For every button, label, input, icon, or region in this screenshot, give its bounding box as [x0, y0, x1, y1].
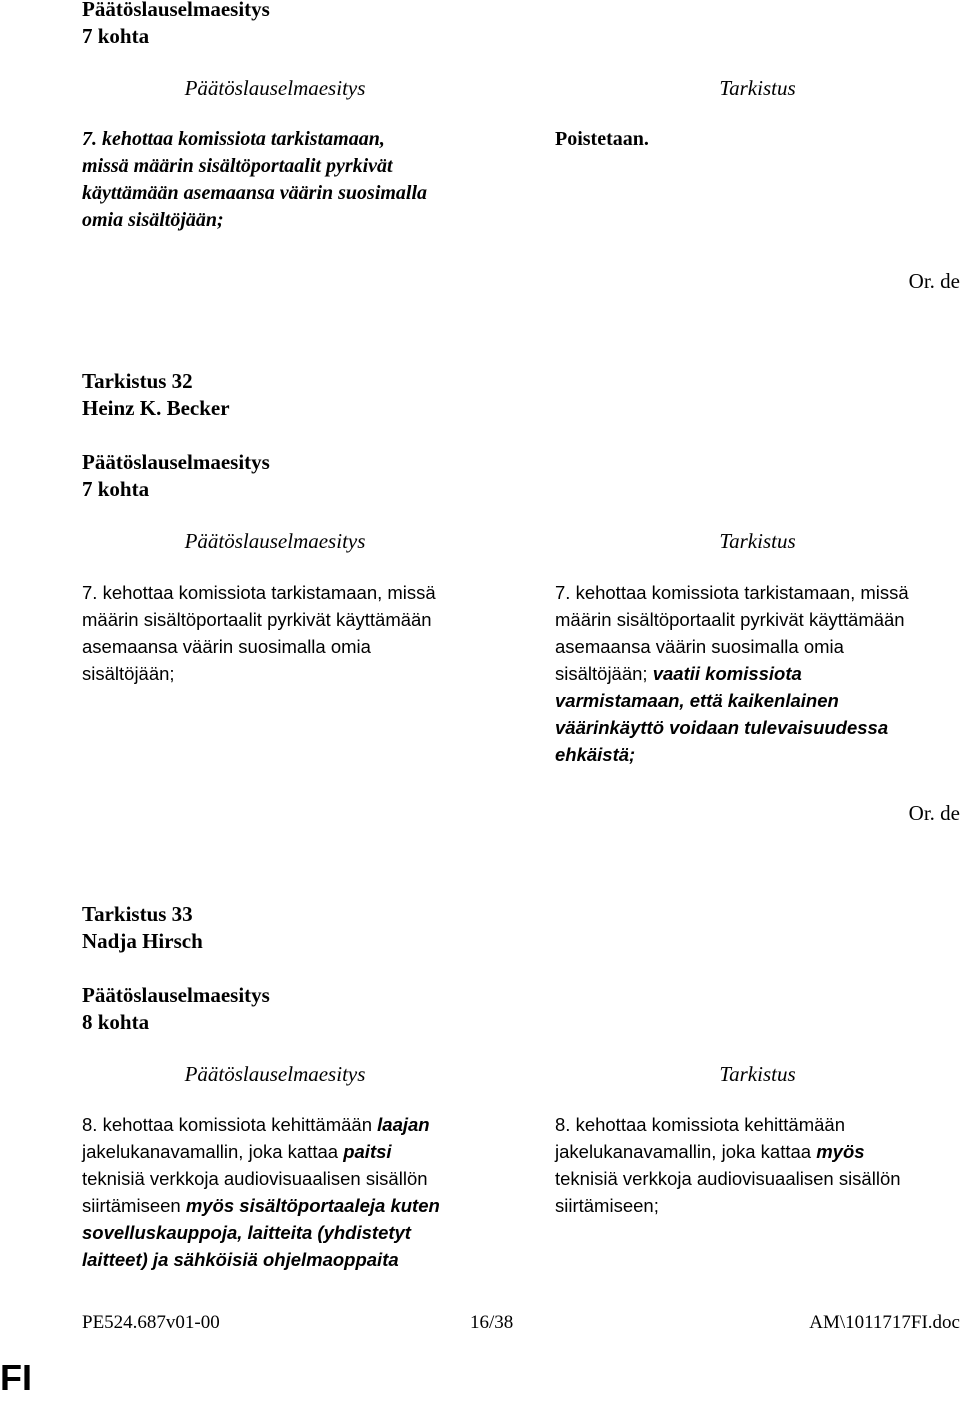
footer-language-code: FI	[0, 1357, 32, 1398]
header-point: 7 kohta	[82, 477, 150, 501]
header-title: Päätöslauselmaesitys	[82, 0, 270, 21]
text-plain: jakelukanavamallin, joka kattaa	[555, 1141, 817, 1162]
text-plain: siirtämiseen	[82, 1195, 186, 1216]
text-amended: myös sisältöportaaleja kuten	[185, 1195, 440, 1216]
text-line	[82, 1192, 440, 1219]
text-amended: laitteet) ja sähköisiä ohjelmaoppaita	[82, 1249, 399, 1270]
left-text	[82, 126, 427, 234]
text-amended: laajan	[377, 1114, 430, 1135]
text-line: määrin sisältöportaalit pyrkivät käyttämään	[82, 609, 432, 630]
text-amended: väärinkäyttö voidaan tulevaisuudessa	[555, 717, 889, 738]
text-line	[555, 1138, 901, 1165]
text-line: asemaansa väärin suosimalla omia	[82, 636, 371, 657]
text-line: omia sisältöjään;	[82, 209, 224, 231]
left-text	[82, 579, 436, 687]
text-amended: vaatii komissiota	[652, 663, 802, 684]
text-line: käyttämään asemaansa väärin suosimalla	[82, 182, 428, 204]
text-line: määrin sisältöportaalit pyrkivät käyttämään	[555, 609, 905, 630]
right-text: Poistetaan.	[555, 128, 649, 150]
text-line	[82, 1111, 440, 1138]
footer-doc-ref: PE524.687v01-00	[82, 1312, 220, 1333]
text-plain: jakelukanavamallin, joka kattaa	[82, 1141, 344, 1162]
text-line: 8. kehottaa komissiota kehittämään	[555, 1114, 845, 1135]
right-text	[555, 579, 909, 768]
text-amended: paitsi	[343, 1141, 392, 1162]
column-title-right: Tarkistus	[719, 529, 796, 553]
amendment-number: Tarkistus 33	[82, 902, 193, 926]
text-amended: ehkäistä;	[555, 744, 636, 765]
text-line: 7. kehottaa komissiota tarkistamaan, missä	[82, 582, 436, 603]
footer-page-number: 16/38	[470, 1312, 514, 1333]
text-plain: sisältöjään;	[555, 663, 653, 684]
header-point: 7 kohta	[82, 24, 150, 48]
text-line	[82, 1138, 440, 1165]
text-line: teknisiä verkkoja audiovisuaalisen sisällön	[555, 1168, 901, 1189]
amendment-number: Tarkistus 32	[82, 369, 193, 393]
text-line	[555, 660, 909, 687]
left-text	[82, 1111, 440, 1273]
amendment-author: Nadja Hirsch	[82, 929, 203, 953]
text-line: siirtämiseen;	[555, 1195, 659, 1216]
column-title-right: Tarkistus	[719, 76, 796, 100]
right-text	[555, 1111, 901, 1219]
text-plain: 8. kehottaa komissiota kehittämään	[82, 1114, 378, 1135]
text-line: teknisiä verkkoja audiovisuaalisen sisällön	[82, 1168, 428, 1189]
footer-file-name: AM\1011717FI.doc	[809, 1312, 960, 1333]
header-title: Päätöslauselmaesitys	[82, 450, 270, 474]
header-point: 8 kohta	[82, 1010, 150, 1034]
original-language: Or. de	[908, 801, 960, 825]
text-amended: varmistamaan, että kaikenlainen	[555, 690, 839, 711]
original-language: Or. de	[908, 269, 960, 293]
text-line: asemaansa väärin suosimalla omia	[555, 636, 844, 657]
amendment-author: Heinz K. Becker	[82, 396, 230, 420]
text-amended: myös	[816, 1141, 865, 1162]
column-title-left: Päätöslauselmaesitys	[184, 76, 366, 100]
text-line: sisältöjään;	[82, 663, 175, 684]
text-line: 7. kehottaa komissiota tarkistamaan, missä	[555, 582, 909, 603]
column-title-right: Tarkistus	[719, 1062, 796, 1086]
column-title-left: Päätöslauselmaesitys	[184, 529, 366, 553]
column-title-left: Päätöslauselmaesitys	[184, 1062, 366, 1086]
text-amended: sovelluskauppoja, laitteita (yhdistetyt	[82, 1222, 411, 1243]
header-title: Päätöslauselmaesitys	[82, 983, 270, 1007]
text-line: missä määrin sisältöportaalit pyrkivät	[82, 155, 393, 177]
text-line: 7. kehottaa komissiota tarkistamaan,	[82, 128, 385, 150]
